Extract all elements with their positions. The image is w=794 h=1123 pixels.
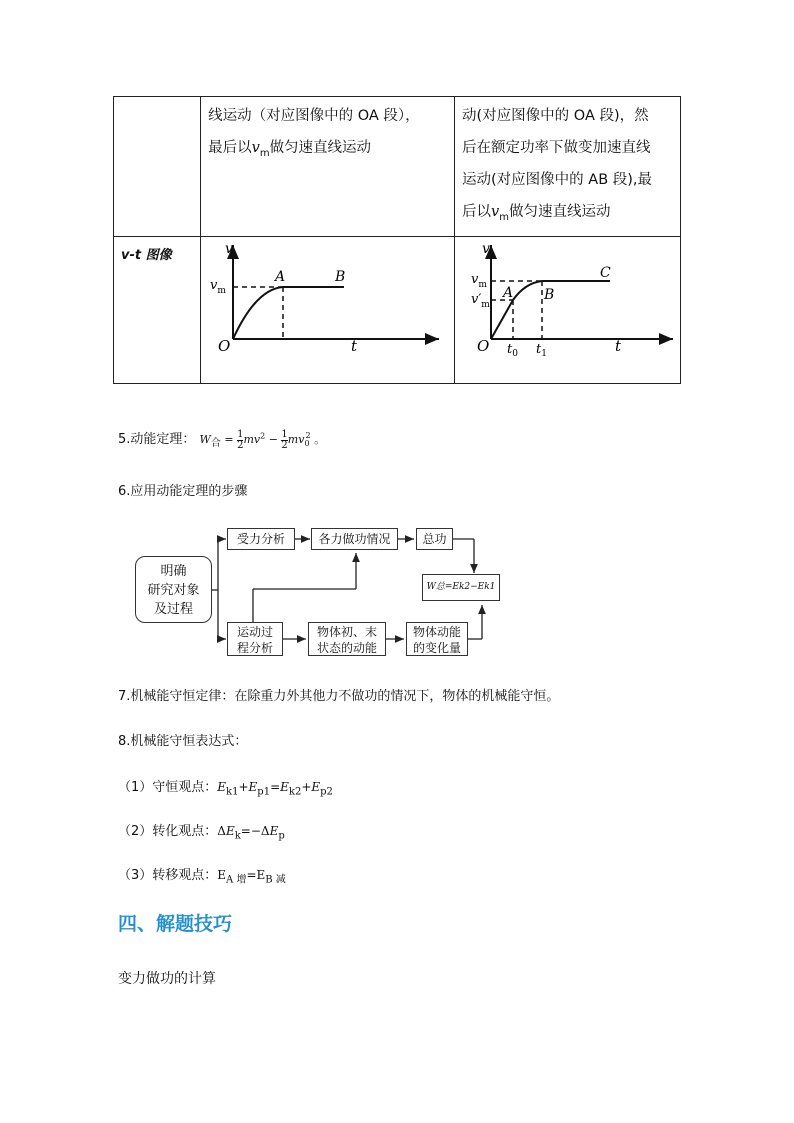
section-7: 7.机械能守恒定律：在除重力外其他力不做功的情况下，物体的机械能守恒。 — [118, 689, 560, 704]
conservation-formula: $E_{k1}+E_{p1}=E_{k2}+E_{p2}$ — [217, 780, 333, 798]
flow-ke-states — [308, 622, 386, 656]
flow-ke-change-line: 的变化量 — [412, 641, 461, 655]
section-6: 6.应用动能定理的步骤 — [118, 484, 248, 499]
label-C: C — [600, 265, 611, 281]
label-t: t — [615, 337, 622, 355]
graph-cell-2 — [455, 237, 681, 384]
label-t1: $t_1$ — [536, 342, 547, 359]
section-8-1: （1）守恒观点：$E_{k1}+E_{p1}=E_{k2}+E_{p2}$ — [118, 780, 333, 798]
label-vm-prime: $v'_m$ — [471, 292, 490, 310]
flow-start-line: 研究对象 — [147, 583, 200, 598]
section-heading-techniques: 四、解题技巧 — [118, 913, 233, 935]
cell-line: 运动(对应图像中的 AB 段),最 — [462, 172, 653, 188]
label-O: O — [477, 337, 490, 355]
flow-start-line: 及过程 — [153, 602, 193, 617]
flow-motion-line: 运动过 — [236, 625, 273, 639]
table-cell-empty — [114, 97, 201, 237]
label-A: A — [503, 285, 514, 301]
transfer-formula: $E_{A 增}=E_{B 减}$ — [217, 868, 286, 886]
flow-ke-change-line: 物体动能 — [412, 625, 461, 639]
section-8-3: （3）转移观点：$E_{A 增}=E_{B 减}$ — [118, 868, 286, 886]
flow-total-work: 总功 — [416, 528, 453, 550]
flow-motion-analysis — [227, 622, 283, 656]
flow-ke-change — [406, 622, 468, 656]
label-vm: $v_m$ — [210, 278, 227, 296]
cell-line: 最后以$v_m$做匀速直线运动 — [208, 140, 372, 159]
flow-force-analysis: 受力分析 — [227, 528, 295, 550]
cell-line: 线运动（对应图像中的 OA 段）， — [208, 108, 420, 124]
table-row-label: v-t 图像 — [114, 237, 201, 384]
label-t0: $t_0$ — [507, 342, 518, 359]
cell-line: 动(对应图像中的 OA 段)，然 — [462, 108, 649, 124]
graph-cell-1 — [201, 237, 455, 384]
section-8: 8.机械能守恒表达式： — [118, 734, 248, 749]
curve-ab — [513, 281, 542, 300]
label-vm: $v_m$ — [471, 272, 487, 290]
flow-ke-state-line: 状态的动能 — [316, 641, 377, 655]
vt-graph-constant-power — [455, 237, 679, 371]
flow-work-by-forces: 各力做功情况 — [311, 528, 398, 550]
subsection-variable-force: 变力做功的计算 — [118, 971, 216, 987]
comparison-table — [113, 96, 681, 384]
flow-motion-line: 程分析 — [236, 641, 273, 655]
conversion-formula: $\Delta E_k=-\Delta E_p$ — [217, 824, 285, 842]
section-5-label: 5.动能定理： — [118, 432, 196, 447]
flow-theorem-result: W总=Ek2−Ek1 — [422, 574, 500, 601]
table-cell-constant-power — [455, 97, 681, 237]
label-O: O — [218, 337, 231, 355]
label-v: v — [225, 241, 234, 257]
vt-graph-constant-accel — [201, 237, 451, 371]
section-5 — [118, 428, 325, 451]
line-oa — [491, 300, 513, 339]
flow-ke-state-line: 物体初、末 — [316, 625, 377, 639]
flow-start-line: 明确 — [160, 564, 187, 579]
table-cell-constant-accel — [201, 97, 455, 237]
label-A: A — [275, 269, 286, 285]
work-energy-formula: $W_合$ = $\frac{1}{2}$ $mv^2$ − $\frac{1}{2}$ $mv_0^2$ 。 — [199, 428, 326, 451]
label-t: t — [351, 337, 358, 355]
label-v: v — [482, 241, 490, 257]
label-B: B — [544, 287, 555, 303]
cell-line: 后在额定功率下做变加速直线 — [462, 140, 651, 156]
label-B: B — [335, 269, 346, 285]
flow-start-box — [135, 556, 212, 623]
section-8-2: （2）转化观点：$\Delta E_k=-\Delta E_p$ — [118, 824, 285, 842]
curve-oa — [233, 287, 283, 339]
cell-line: 后以$v_m$做匀速直线运动 — [462, 204, 611, 223]
